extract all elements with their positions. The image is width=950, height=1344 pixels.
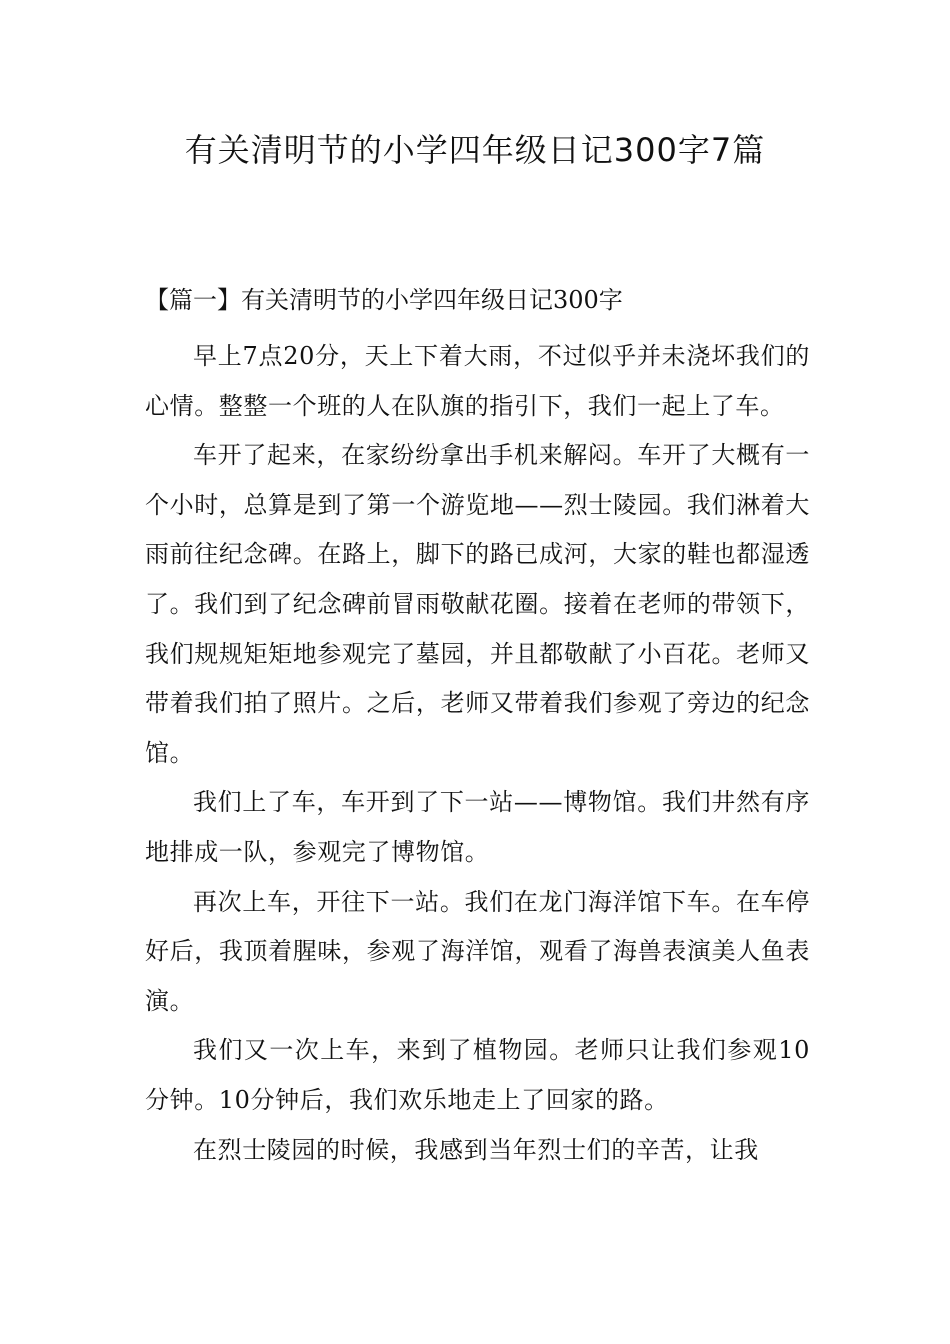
document-body — [145, 332, 810, 1175]
paragraph-2: 车开了起来，在家纷纷拿出手机来解闷。车开了大概有一个小时，总算是到了第一个游览地——烈士陵园。我们淋着大雨前往纪念碑。在路上，脚下的路已成河，大家的鞋也都湿透了。我们到了纪念碑前冒雨敬献花圈。接着在老师的带领下，我们规规矩矩地参观完了墓园，并且都敬献了小百花。老师又带着我们拍了照片。之后，老师又带着我们参观了旁边的纪念馆。 — [145, 441, 810, 767]
paragraph-4: 再次上车，开往下一站。我们在龙门海洋馆下车。在车停好后，我顶着腥味，参观了海洋馆，观看了海兽表演美人鱼表演。 — [145, 887, 810, 1015]
paragraph-3: 我们上了车，车开到了下一站——博物馆。我们井然有序地排成一队，参观完了博物馆。 — [145, 788, 810, 866]
document-title: 有关清明节的小学四年级日记300字7篇 — [184, 131, 766, 169]
paragraph-6: 在烈士陵园的时候，我感到当年烈士们的辛苦，让我 — [193, 1135, 759, 1164]
paragraph-5: 我们又一次上车，来到了植物园。老师只让我们参观10分钟。10分钟后，我们欢乐地走上了回家的路。 — [145, 1036, 810, 1114]
paragraph-1: 早上7点20分，天上下着大雨，不过似乎并未浇坏我们的心情。整整一个班的人在队旗的指引下，我们一起上了车。 — [145, 342, 810, 420]
section-heading: 【篇一】有关清明节的小学四年级日记300字 — [145, 286, 623, 314]
